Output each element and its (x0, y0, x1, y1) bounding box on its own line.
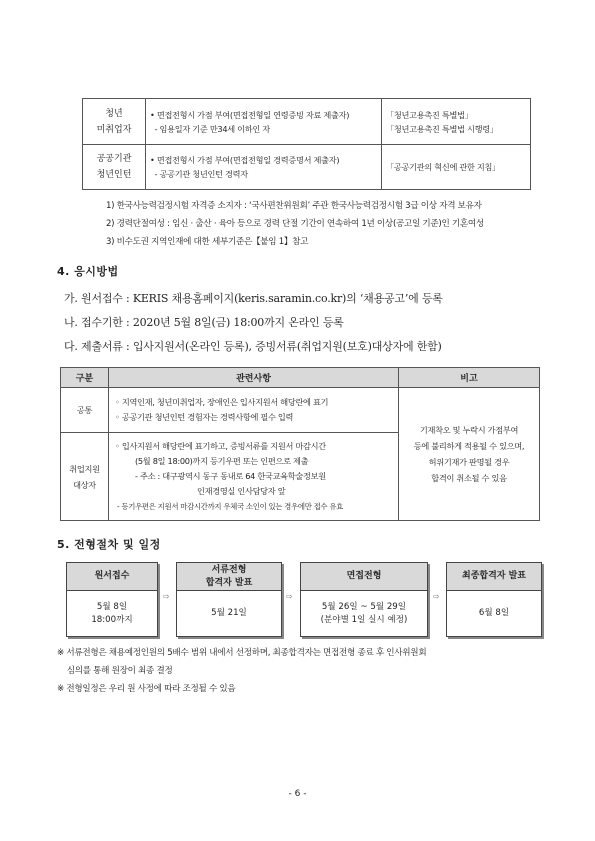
content-cell: • 면접전형시 가점 부여(면접전형일 경력증명서 제출자) - 공공기관 청년인턴 경력자 (146, 145, 382, 190)
step-title: 원서접수 (67, 563, 157, 591)
process-step (66, 562, 158, 637)
footnote-item: ※ 서류전형은 채용예정인원의 5배수 범위 내에서 선정하며, 최종합격자는 면접전형 종료 후 인사위원회 (57, 648, 427, 658)
content-cell: ◦ 입사지원서 해당란에 표기하고, 증빙서류를 지원서 마감시간 (5월 8일 18:00)까지 등기우편 또는 인편으로 제출 - 주소 : 대구광역시 동구 동내로 64 한국교육학술정보원 인재경영실 인사담당자 앞 - 등기우편은 지원서 마감시간까지 우체국 소인이 있는 경우에만 접수 유효 (109, 433, 399, 521)
column-header: 비고 (399, 368, 540, 388)
footnote-item: ※ 전형일정은 우리 원 사정에 따라 조정될 수 있음 (57, 684, 236, 694)
arrow-icon: ⇨ (163, 592, 170, 601)
method-item: 가. 원서접수 : KERIS 채용홈페이지(keris.saramin.co.kr)의 ‘채용공고’에 등록 (64, 292, 443, 305)
step-date: 5월 21일 (211, 608, 247, 618)
requirements-table (60, 367, 540, 521)
footnotes (57, 644, 426, 698)
category-cell: 공공기관 청년인턴 (83, 145, 146, 190)
table-row (61, 388, 540, 433)
column-header: 관련사항 (109, 368, 399, 388)
column-header: 구분 (61, 368, 109, 388)
arrow-icon: ⇨ (286, 592, 293, 601)
process-step (300, 562, 428, 637)
step-date: 5월 26일 ~ 5월 29일 (분야별 1일 실시 예정) (320, 601, 408, 625)
eligibility-table (82, 98, 531, 190)
step-date: 5월 8일 18:00까지 (91, 601, 133, 625)
content-cell: • 면접전형시 가점 부여(면접전형일 연령증빙 자료 제출자) - 임용일자 기준 만34세 이하인 자 (146, 99, 382, 145)
step-title: 최종합격자 발표 (447, 563, 541, 591)
note-cell: 기재착오 및 누락시 가점부여 등에 불리하게 적용될 수 있으며, 허위기재가 판명될 경우 합격이 취소될 수 있음 (399, 388, 540, 521)
content-cell: ◦ 지역인재, 청년미취업자, 장애인은 입사지원서 해당란에 표기 ◦ 공공기관 청년인턴 경험자는 경력사항에 필수 입력 (109, 388, 399, 433)
step-title: 서류전형 합격자 발표 (177, 563, 281, 591)
process-step (446, 562, 542, 637)
step-title: 면접전형 (301, 563, 427, 591)
category-cell: 공통 (61, 388, 109, 433)
law-cell: 「청년고용촉진 특별법」 「청년고용촉진 특별법 시행령」 (382, 99, 531, 145)
table-row (83, 145, 531, 190)
category-cell: 취업지원 대상자 (61, 433, 109, 521)
section-title: 4. 응시방법 (57, 265, 119, 278)
table-header-row (61, 368, 540, 388)
note-item: 2) 경력단절여성 : 임신 · 출산 · 육아 등으로 경력 단절 기간이 연속하여 1년 이상(공고일 기준)인 기혼여성 (106, 219, 484, 229)
note-item: 3) 비수도권 지역인재에 대한 세부기준은【붙임 1】참고 (106, 237, 309, 247)
process-step (176, 562, 282, 637)
note-item: 1) 한국사능력검정시험 자격증 소지자 : ‘국사편찬위원회’ 주관 한국사능력검정시험 3급 이상 자격 보유자 (106, 201, 482, 211)
table-notes (106, 197, 484, 251)
law-cell: 「공공기관의 혁신에 관한 지침」 (382, 145, 531, 190)
section-title: 5. 전형절차 및 일정 (57, 538, 161, 551)
page-number: - 6 - (288, 789, 307, 799)
footnote-item: 심의를 통해 원장이 최종 결정 (57, 666, 173, 676)
process-steps (66, 562, 546, 637)
table-row (83, 99, 531, 145)
method-item: 나. 접수기한 : 2020년 5월 8일(금) 18:00까지 온라인 등록 (64, 316, 344, 329)
method-item: 다. 제출서류 : 입사지원서(온라인 등록), 증빙서류(취업지원(보호)대상자에 한함) (64, 340, 442, 353)
step-date: 6월 8일 (478, 608, 510, 618)
arrow-icon: ⇨ (433, 592, 440, 601)
category-cell: 청년 미취업자 (83, 99, 146, 145)
